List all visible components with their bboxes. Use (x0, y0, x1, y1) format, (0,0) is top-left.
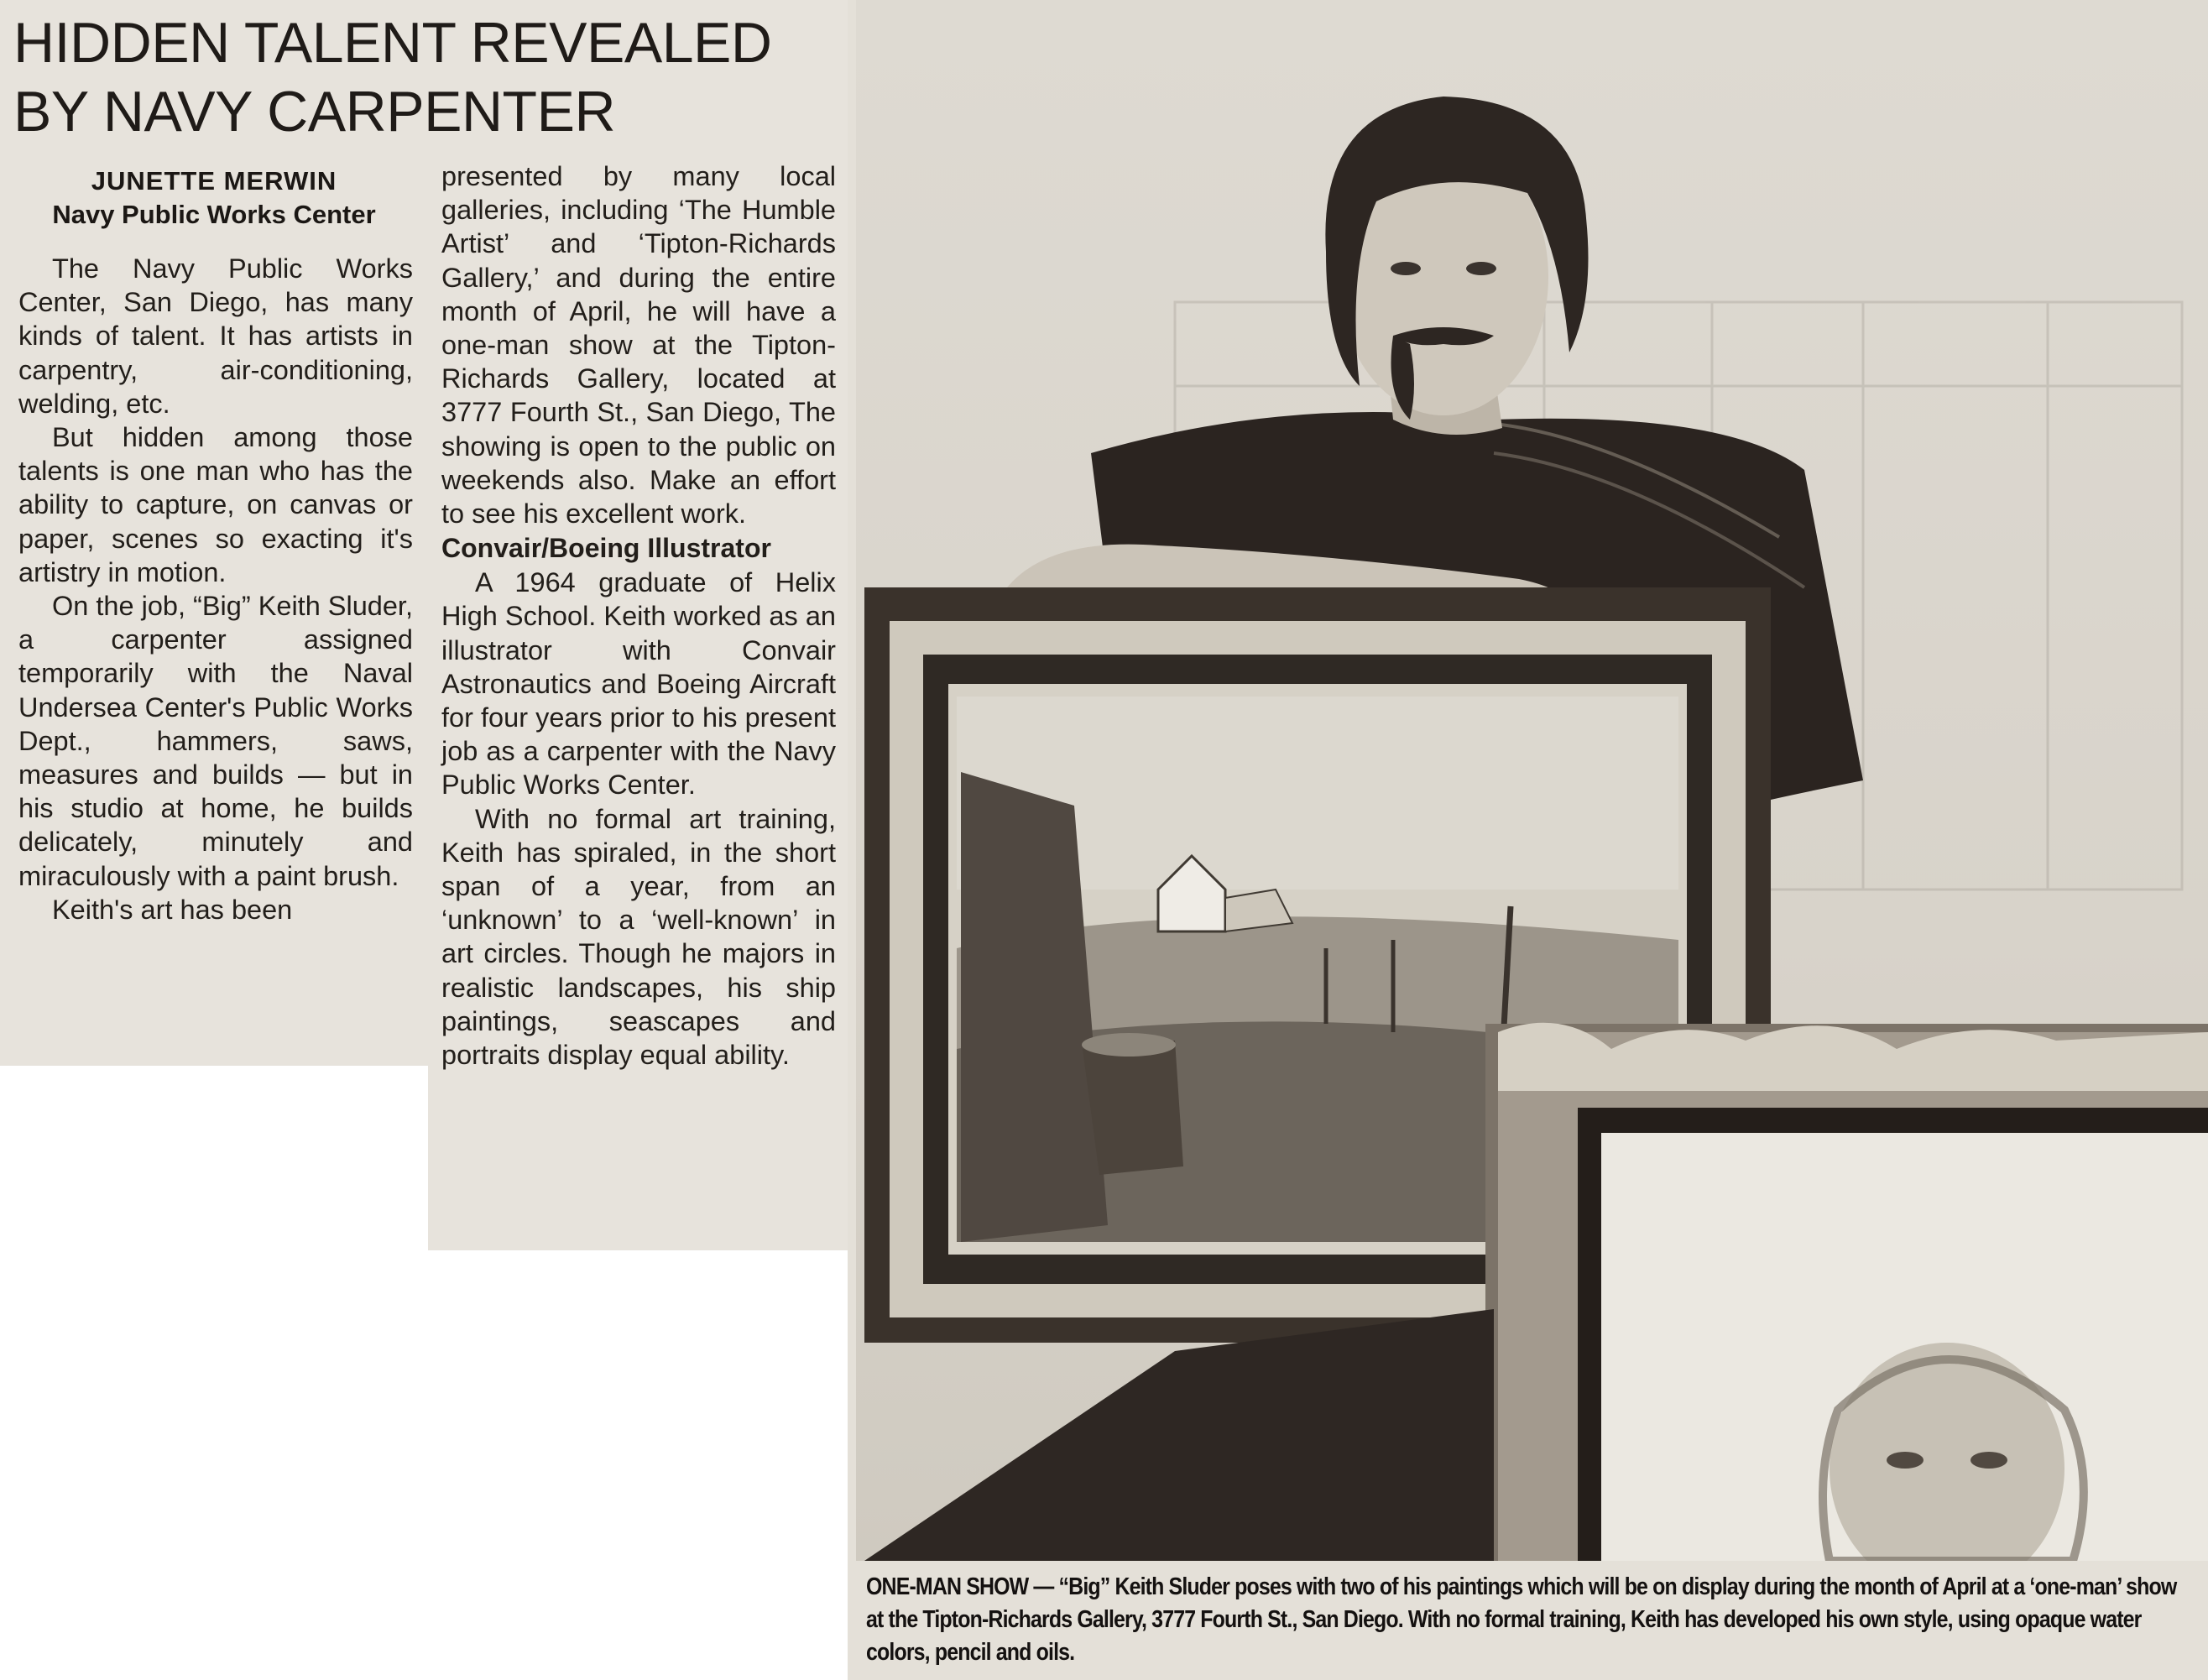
author-name: JUNETTE MERWIN (91, 166, 337, 196)
paragraph: On the job, “Big” Keith Sluder, a carpenter assigned temporarily with the Naval Undersea Center's Public Works Dept., hammers, saws, measures and builds — but in his studio at home, he builds delicately, minutely and miraculously with a paint brush. (18, 591, 413, 891)
headline-line-2: BY NAVY CARPENTER (13, 80, 616, 143)
headline (13, 8, 853, 146)
photo-illustration (856, 0, 2208, 1561)
paragraph: But hidden among those talents is one man who has the ability to capture, on canvas or paper, scenes so exacting it's artistry in motion. (18, 422, 413, 587)
article-column-1 (18, 252, 413, 926)
byline (17, 164, 411, 232)
article-photo (856, 0, 2208, 1561)
photo-caption-wrap (866, 1571, 2192, 1669)
paragraph: Keith's art has been (52, 894, 293, 925)
paragraph: presented by many local galleries, including ‘The Humble Artist’ and ‘Tipton-Richards Gallery,’ and during the entire month of April, he will have a one-man show at the Tipton-Richards Gallery, located at 3777 Fourth St., San Diego, The showing is open to the public on weekends also. Make an effort to see his excellent work. (441, 161, 836, 530)
paragraph: A 1964 graduate of Helix High School. Keith worked as an illustrator with Convair Astronautics and Boeing Aircraft for four years prior to his present job as a carpenter with the Navy Public Works Center. (441, 567, 836, 801)
headline-line-1: HIDDEN TALENT REVEALED (13, 11, 772, 75)
article-column-2 (441, 159, 836, 1072)
portrait-painting (1485, 1023, 2208, 1561)
paragraph: The Navy Public Works Center, San Diego, has many kinds of talent. It has artists in carpentry, air-conditioning, welding, etc. (18, 253, 413, 419)
subheading: Convair/Boeing Illustrator (441, 533, 771, 564)
paragraph: With no formal art training, Keith has spiraled, in the short span of a year, from an ‘unknown’ to a ‘well-known’ in art circles. Though he majors in realistic landscapes, his ship paintings, seascapes and portraits display equal ability. (441, 803, 836, 1071)
author-organization: Navy Public Works Center (52, 200, 376, 229)
photo-caption: ONE-MAN SHOW — “Big” Keith Sluder poses with two of his paintings which will be on display during the month of April at a ‘one-man’ show at the Tipton-Richards Gallery, 3777 Fourth St., San Diego. With no formal training, Keith has developed his own style, using opaque water colors, pencil and oils. (866, 1573, 2177, 1666)
